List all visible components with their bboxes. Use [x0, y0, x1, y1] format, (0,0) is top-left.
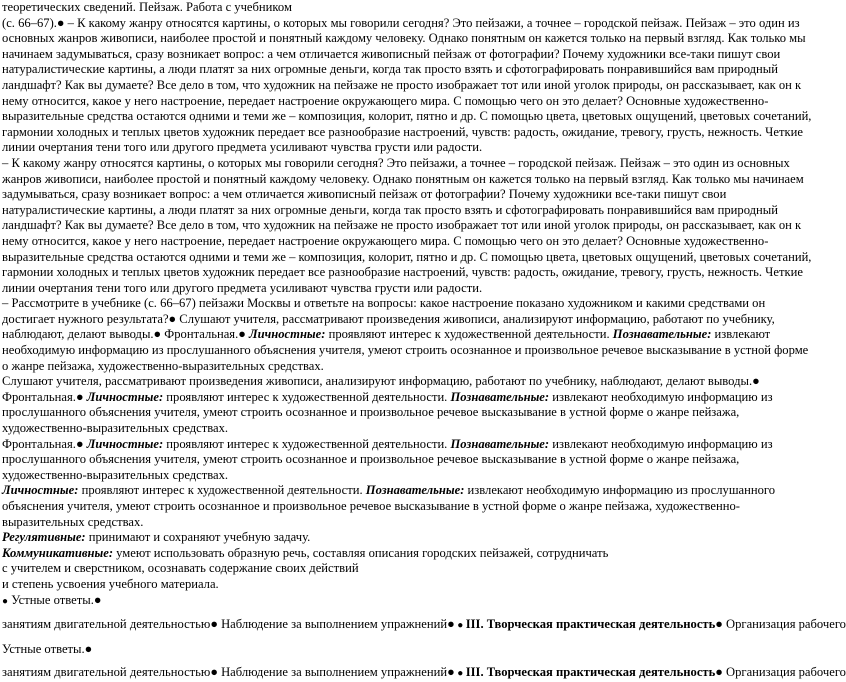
personal-desc-2: проявляют интерес к художественной деятельности.	[163, 389, 451, 404]
paragraph-regulatory	[2, 530, 814, 546]
label-personal-2: Личностные:	[86, 389, 164, 404]
label-cognitive-2: Познавательные:	[450, 389, 550, 404]
label-cognitive-3: Познавательные:	[450, 436, 550, 451]
footer-seg1-2: занятиям двигательной деятельностью● Наблюдение за выполнением упражнений●	[2, 665, 455, 680]
communicative-line-3: и степень усвоения учебного материала.	[2, 576, 219, 591]
label-personal-4: Личностные:	[2, 483, 79, 498]
answers-text-1: Устные ответы.●	[8, 592, 102, 607]
paragraph-genre-2: – К какому жанру относятся картины, о которых мы говорили сегодня? Это пейзажи, а точнее – городской пейзаж. Пейзаж – это один из основных жанров живописи, наиболее простой и понятный каждому человеку. Однако понятным он кажется только на первый взгляд. Как только мы начинаем задумываться, сразу возникает вопрос: а чем отличается живописный пейзаж от фотографии? Почему художники все-таки пишут свои натуралистические картины, а люди платят за них огромные деньги, когда так просто взять и сфотографировать понравившийся вам природный ландшафт? Как вы думаете? Все дело в том, что художник на пейзаже не просто изображает тот или иной уголок природы, он рассказывает, как он к нему относится, какое у него настроение, передает настроение окружающего мира. С помощью чего он это делает? Основные художественно-выразительные средства остаются одними и теми же – композиция, колорит, пятно и др. С помощью цвета, цветовых ощущений, цветовых сочетаний, гармонии холодных и теплых цветов художник передает все разнообразие настроений, чувств: радость, ожидание, тревогу, грусть, нежность. Четкие линии очертания тени того или другого предмета усиливают чувства грусти или радости.	[2, 155, 812, 295]
cognitive-desc: извлекают необходимую информацию из прослушанного объяснения учителя, умеют строить осознанное и произвольное речевое высказывание в устной форме о жанре пейзажа, художественно-выразительных средствах.	[2, 327, 809, 373]
personal-desc-3: проявляют интерес к художественной деятельности.	[163, 436, 451, 451]
answers-line-2: Устные ответы.●	[2, 641, 93, 656]
activity-text: Слушают учителя, рассматривают произведения живописи, анализируют информацию, работают по учебнику, наблюдают, делают выводы.● Фронтальная.●	[2, 374, 760, 404]
footer-heading-2: III. Творческая практическая деятельность	[465, 665, 716, 680]
frontal-text: Фронтальная.●	[2, 436, 87, 451]
bullet-icon: ●	[454, 668, 466, 680]
answers-line-1	[2, 593, 814, 610]
cognitive-desc-4: извлекают необходимую информацию из прослушанного объяснения учителя, умеют строить осознанное и произвольное речевое высказывание в устной форме о жанре пейзажа, художественно-выразительных средствах.	[2, 483, 776, 529]
bullet-icon: ●	[454, 620, 466, 632]
bullet-icon: ●	[2, 595, 9, 607]
paragraph-intro: теоретических сведений. Пейзаж. Работа с учебником	[2, 0, 292, 14]
regulatory-desc: принимают и сохраняют учебную задачу.	[85, 530, 311, 545]
task-text: – Рассмотрите в учебнике (с. 66–67) пейзажи Москвы и ответьте на вопросы: какое настроение показано художником и какими средствами он достигает нужного результата?● Слушают учителя, рассматривают произведения живописи, анализируют информацию, работают по учебнику, наблюдают, делают выводы.● Фронтальная.●	[2, 296, 775, 342]
paragraph-communicative	[2, 546, 814, 562]
label-communicative: Коммуникативные:	[2, 545, 114, 560]
paragraph-personal	[2, 483, 814, 530]
paragraph-genre-1: (с. 66–67).● – К какому жанру относятся картины, о которых мы говорили сегодня? Это пейзажи, а точнее – городской пейзаж. Пейзаж – это один из основных жанров живописи, наиболее простой и понятный каждому человеку. Однако понятным он кажется только на первый взгляд. Как только мы начинаем задумываться, сразу возникает вопрос: а чем отличается живописный пейзаж от фотографии? Почему художники все-таки пишут свои натуралистические картины, а люди платят за них огромные деньги, когда так просто взять и сфотографировать понравившийся вам природный ландшафт? Как вы думаете? Все дело в том, что художник на пейзаже не просто изображает тот или иной уголок природы, он рассказывает, как он к нему относится, какое у него настроение, передает настроение окружающего мира. С помощью чего он это делает? Основные художественно-выразительные средства остаются одними и теми же – композиция, колорит, пятно и др. С помощью цвета, цветовых ощущений, цветовых сочетаний, гармонии холодных и теплых цветов художник передает все разнообразие настроений, чувств: радость, ожидание, тревогу, грусть, нежность. Четкие линии очертания тени того или другого предмета усиливают чувства грусти или радости.	[2, 15, 812, 155]
label-regulatory: Регулятивные:	[2, 530, 86, 545]
footer-heading: III. Творческая практическая деятельность	[465, 617, 716, 632]
cognitive-desc-2: извлекают необходимую информацию из прослушанного объяснения учителя, умеют строить осознанное и произвольное речевое высказывание в устной форме о жанре пейзажа, художественно-выразительных средствах.	[2, 389, 773, 436]
footer-line-1	[2, 617, 846, 634]
personal-desc: проявляют интерес к художественной деятельности.	[325, 327, 613, 342]
personal-desc-4: проявляют интерес к художественной деятельности.	[78, 483, 366, 498]
paragraph-activity	[2, 374, 814, 436]
footer-line-2	[2, 665, 846, 682]
communicative-desc: умеют использовать образную речь, составляя описания городских пейзажей, сотрудничать	[113, 545, 609, 560]
paragraph-task	[2, 296, 814, 374]
label-cognitive-4: Познавательные:	[365, 483, 465, 498]
label-cognitive: Познавательные:	[612, 327, 712, 342]
label-personal-3: Личностные:	[86, 436, 164, 451]
paragraph-frontal	[2, 437, 814, 484]
cognitive-desc-3: извлекают необходимую информацию из прослушанного объяснения учителя, умеют строить осознанное и произвольное речевое высказывание в устной форме о жанре пейзажа, художественно-выразительных средствах.	[2, 436, 773, 482]
footer-seg3: ● Организация рабочего	[715, 617, 846, 632]
footer-seg3-2: ● Организация рабочего	[715, 665, 846, 680]
footer-seg1: занятиям двигательной деятельностью● Наблюдение за выполнением упражнений●	[2, 617, 455, 632]
communicative-line-2: с учителем и сверстником, осознавать содержание своих действий	[2, 561, 359, 576]
label-personal: Личностные:	[249, 327, 326, 342]
